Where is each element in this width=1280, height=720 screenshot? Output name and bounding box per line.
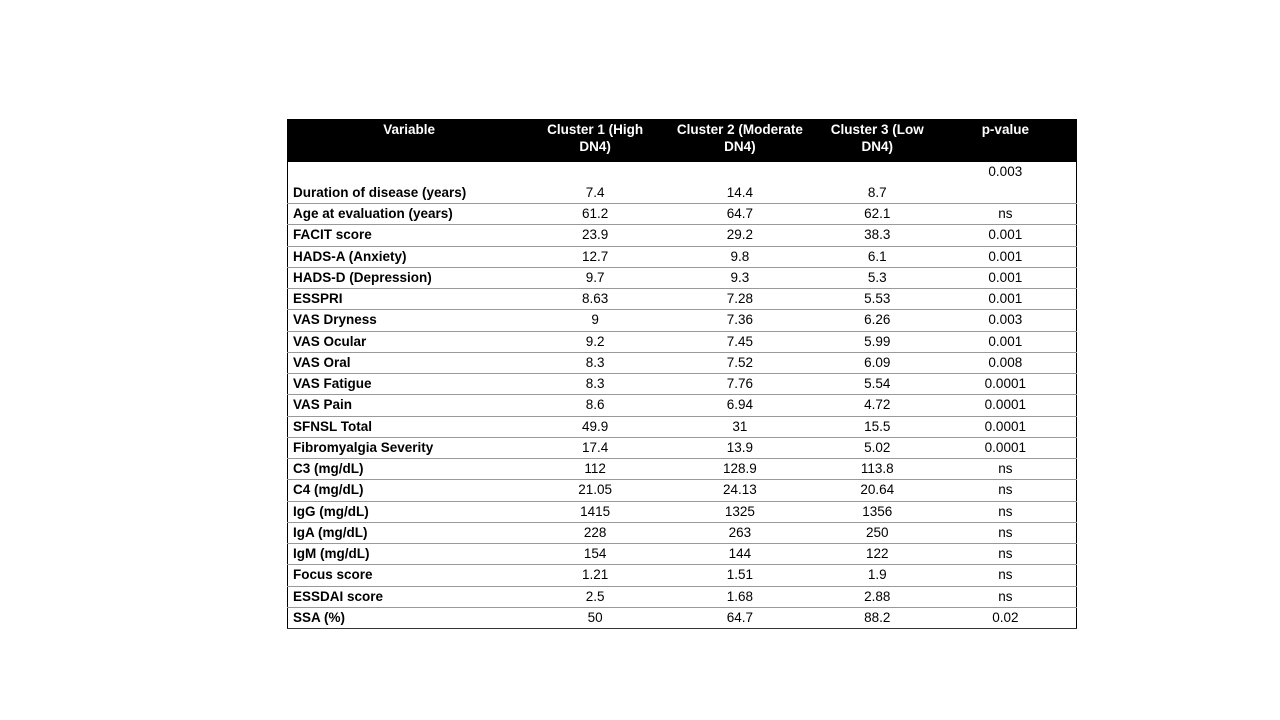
p-value-cell: 0.001 bbox=[935, 289, 1077, 310]
table-row bbox=[288, 522, 1077, 543]
cluster-3-cell: 1356 bbox=[820, 501, 935, 522]
p-value-cell: 0.0001 bbox=[935, 374, 1077, 395]
variable-cell: ESSPRI bbox=[288, 289, 531, 310]
table-row bbox=[288, 501, 1077, 522]
header-variable: Variable bbox=[288, 119, 531, 162]
header-p-value: p-value bbox=[935, 119, 1077, 162]
cluster-1-cell: 49.9 bbox=[530, 416, 660, 437]
variable-cell: HADS-D (Depression) bbox=[288, 267, 531, 288]
p-value-cell: 0.0001 bbox=[935, 437, 1077, 458]
p-value-cell: ns bbox=[935, 565, 1077, 586]
cluster-2-cell: 128.9 bbox=[660, 459, 820, 480]
variable-cell: FACIT score bbox=[288, 225, 531, 246]
table-row bbox=[288, 204, 1077, 225]
cluster-2-cell: 9.3 bbox=[660, 267, 820, 288]
cluster-3-cell: 5.53 bbox=[820, 289, 935, 310]
cluster-2-cell: 7.36 bbox=[660, 310, 820, 331]
p-value-cell: 0.0001 bbox=[935, 416, 1077, 437]
cluster-3-cell: 2.88 bbox=[820, 586, 935, 607]
cluster-3-cell: 5.99 bbox=[820, 331, 935, 352]
p-value-cell: ns bbox=[935, 544, 1077, 565]
cluster-3-cell: 113.8 bbox=[820, 459, 935, 480]
table-row bbox=[288, 246, 1077, 267]
variable-cell: VAS Fatigue bbox=[288, 374, 531, 395]
variable-cell: C3 (mg/dL) bbox=[288, 459, 531, 480]
p-value-cell: 0.001 bbox=[935, 246, 1077, 267]
cluster-1-cell: 1415 bbox=[530, 501, 660, 522]
table-row bbox=[288, 225, 1077, 246]
table-row bbox=[288, 459, 1077, 480]
cluster-2-cell: 1325 bbox=[660, 501, 820, 522]
cluster-1-cell: 112 bbox=[530, 459, 660, 480]
header-cluster-1: Cluster 1 (High DN4) bbox=[530, 119, 660, 162]
cluster-1-cell: 23.9 bbox=[530, 225, 660, 246]
cluster-3-cell: 122 bbox=[820, 544, 935, 565]
table-row bbox=[288, 480, 1077, 501]
cluster-2-cell: 13.9 bbox=[660, 437, 820, 458]
variable-cell: IgA (mg/dL) bbox=[288, 522, 531, 543]
cluster-2-cell: 14.4 bbox=[726, 185, 754, 200]
p-value-cell: ns bbox=[935, 480, 1077, 501]
cluster-1-cell: 9.2 bbox=[530, 331, 660, 352]
p-value-cell: 0.001 bbox=[935, 267, 1077, 288]
variable-cell: Duration of disease (years) bbox=[293, 185, 467, 200]
cluster-2-cell: 7.52 bbox=[660, 352, 820, 373]
cluster-1-cell: 154 bbox=[530, 544, 660, 565]
cluster-2-cell: 29.2 bbox=[660, 225, 820, 246]
cluster-1-cell: 8.6 bbox=[530, 395, 660, 416]
cluster-2-cell: 6.94 bbox=[660, 395, 820, 416]
variable-cell: VAS Pain bbox=[288, 395, 531, 416]
table-row bbox=[288, 586, 1077, 607]
variable-cell: IgG (mg/dL) bbox=[288, 501, 531, 522]
cluster-1-cell: 9.7 bbox=[530, 267, 660, 288]
table-row bbox=[288, 374, 1077, 395]
cluster-2-cell: 1.68 bbox=[660, 586, 820, 607]
p-value-cell: 0.02 bbox=[935, 607, 1077, 628]
variable-cell: C4 (mg/dL) bbox=[288, 480, 531, 501]
cluster-comparison-table bbox=[287, 119, 1077, 629]
cluster-1-cell: 7.4 bbox=[585, 185, 605, 200]
cluster-2-cell: 31 bbox=[660, 416, 820, 437]
variable-cell: SSA (%) bbox=[288, 607, 531, 628]
cluster-1-cell: 1.21 bbox=[530, 565, 660, 586]
cluster-2-cell: 1.51 bbox=[660, 565, 820, 586]
cluster-3-cell: 5.54 bbox=[820, 374, 935, 395]
cluster-2-cell: 9.8 bbox=[660, 246, 820, 267]
cluster-1-cell: 8.3 bbox=[530, 374, 660, 395]
cluster-2-cell: 7.76 bbox=[660, 374, 820, 395]
table-row bbox=[288, 437, 1077, 458]
p-value-cell: 0.008 bbox=[935, 352, 1077, 373]
table-row bbox=[288, 544, 1077, 565]
variable-cell: Focus score bbox=[288, 565, 531, 586]
variable-cell: ESSDAI score bbox=[288, 586, 531, 607]
cluster-2-cell: 263 bbox=[660, 522, 820, 543]
cluster-1-cell: 9 bbox=[530, 310, 660, 331]
p-value-cell: ns bbox=[935, 522, 1077, 543]
variable-cell: Age at evaluation (years) bbox=[288, 204, 531, 225]
variable-cell: VAS Ocular bbox=[288, 331, 531, 352]
p-value-cell: ns bbox=[935, 459, 1077, 480]
cluster-2-cell: 64.7 bbox=[660, 204, 820, 225]
cluster-1-cell: 8.3 bbox=[530, 352, 660, 373]
p-value-cell: ns bbox=[935, 204, 1077, 225]
table-row bbox=[288, 395, 1077, 416]
cluster-3-cell: 20.64 bbox=[820, 480, 935, 501]
header-cluster-2: Cluster 2 (Moderate DN4) bbox=[660, 119, 820, 162]
cluster-3-cell: 250 bbox=[820, 522, 935, 543]
table-row bbox=[288, 416, 1077, 437]
cluster-1-cell: 61.2 bbox=[530, 204, 660, 225]
variable-cell: VAS Dryness bbox=[288, 310, 531, 331]
table-row bbox=[288, 289, 1077, 310]
cluster-2-cell: 7.28 bbox=[660, 289, 820, 310]
cluster-2-cell: 7.45 bbox=[660, 331, 820, 352]
p-value-cell: 0.001 bbox=[935, 225, 1077, 246]
table-row bbox=[288, 607, 1077, 628]
table-row bbox=[288, 310, 1077, 331]
cluster-3-cell: 38.3 bbox=[820, 225, 935, 246]
cluster-1-cell: 17.4 bbox=[530, 437, 660, 458]
cluster-1-cell: 228 bbox=[530, 522, 660, 543]
cluster-2-cell: 144 bbox=[660, 544, 820, 565]
cluster-3-cell: 6.1 bbox=[820, 246, 935, 267]
variable-cell: VAS Oral bbox=[288, 352, 531, 373]
variable-cell: HADS-A (Anxiety) bbox=[288, 246, 531, 267]
p-value-cell: 0.001 bbox=[935, 331, 1077, 352]
cluster-1-cell: 21.05 bbox=[530, 480, 660, 501]
table-row bbox=[288, 352, 1077, 373]
cluster-3-cell: 5.02 bbox=[820, 437, 935, 458]
table-header-row bbox=[288, 119, 1077, 162]
cluster-3-cell: 6.09 bbox=[820, 352, 935, 373]
cluster-1-cell: 2.5 bbox=[530, 586, 660, 607]
header-cluster-3: Cluster 3 (Low DN4) bbox=[820, 119, 935, 162]
table-row bbox=[288, 565, 1077, 586]
p-value-cell: 0.003 bbox=[988, 164, 1023, 179]
p-value-cell: ns bbox=[935, 501, 1077, 522]
p-value-cell: ns bbox=[935, 586, 1077, 607]
cluster-3-cell: 1.9 bbox=[820, 565, 935, 586]
cluster-1-cell: 8.63 bbox=[530, 289, 660, 310]
p-value-cell: 0.003 bbox=[935, 310, 1077, 331]
cluster-3-cell: 5.3 bbox=[820, 267, 935, 288]
cluster-1-cell: 12.7 bbox=[530, 246, 660, 267]
cluster-3-cell: 8.7 bbox=[867, 185, 887, 200]
cluster-3-cell: 88.2 bbox=[820, 607, 935, 628]
cluster-3-cell: 4.72 bbox=[820, 395, 935, 416]
variable-cell: Fibromyalgia Severity bbox=[288, 437, 531, 458]
variable-cell: IgM (mg/dL) bbox=[288, 544, 531, 565]
p-value-cell: 0.0001 bbox=[935, 395, 1077, 416]
cluster-3-cell: 15.5 bbox=[820, 416, 935, 437]
cluster-1-cell: 50 bbox=[530, 607, 660, 628]
cluster-2-cell: 64.7 bbox=[660, 607, 820, 628]
table-row bbox=[288, 162, 1077, 204]
table-row bbox=[288, 331, 1077, 352]
cluster-3-cell: 6.26 bbox=[820, 310, 935, 331]
table-row bbox=[288, 267, 1077, 288]
cluster-2-cell: 24.13 bbox=[660, 480, 820, 501]
variable-cell: SFNSL Total bbox=[288, 416, 531, 437]
cluster-3-cell: 62.1 bbox=[820, 204, 935, 225]
